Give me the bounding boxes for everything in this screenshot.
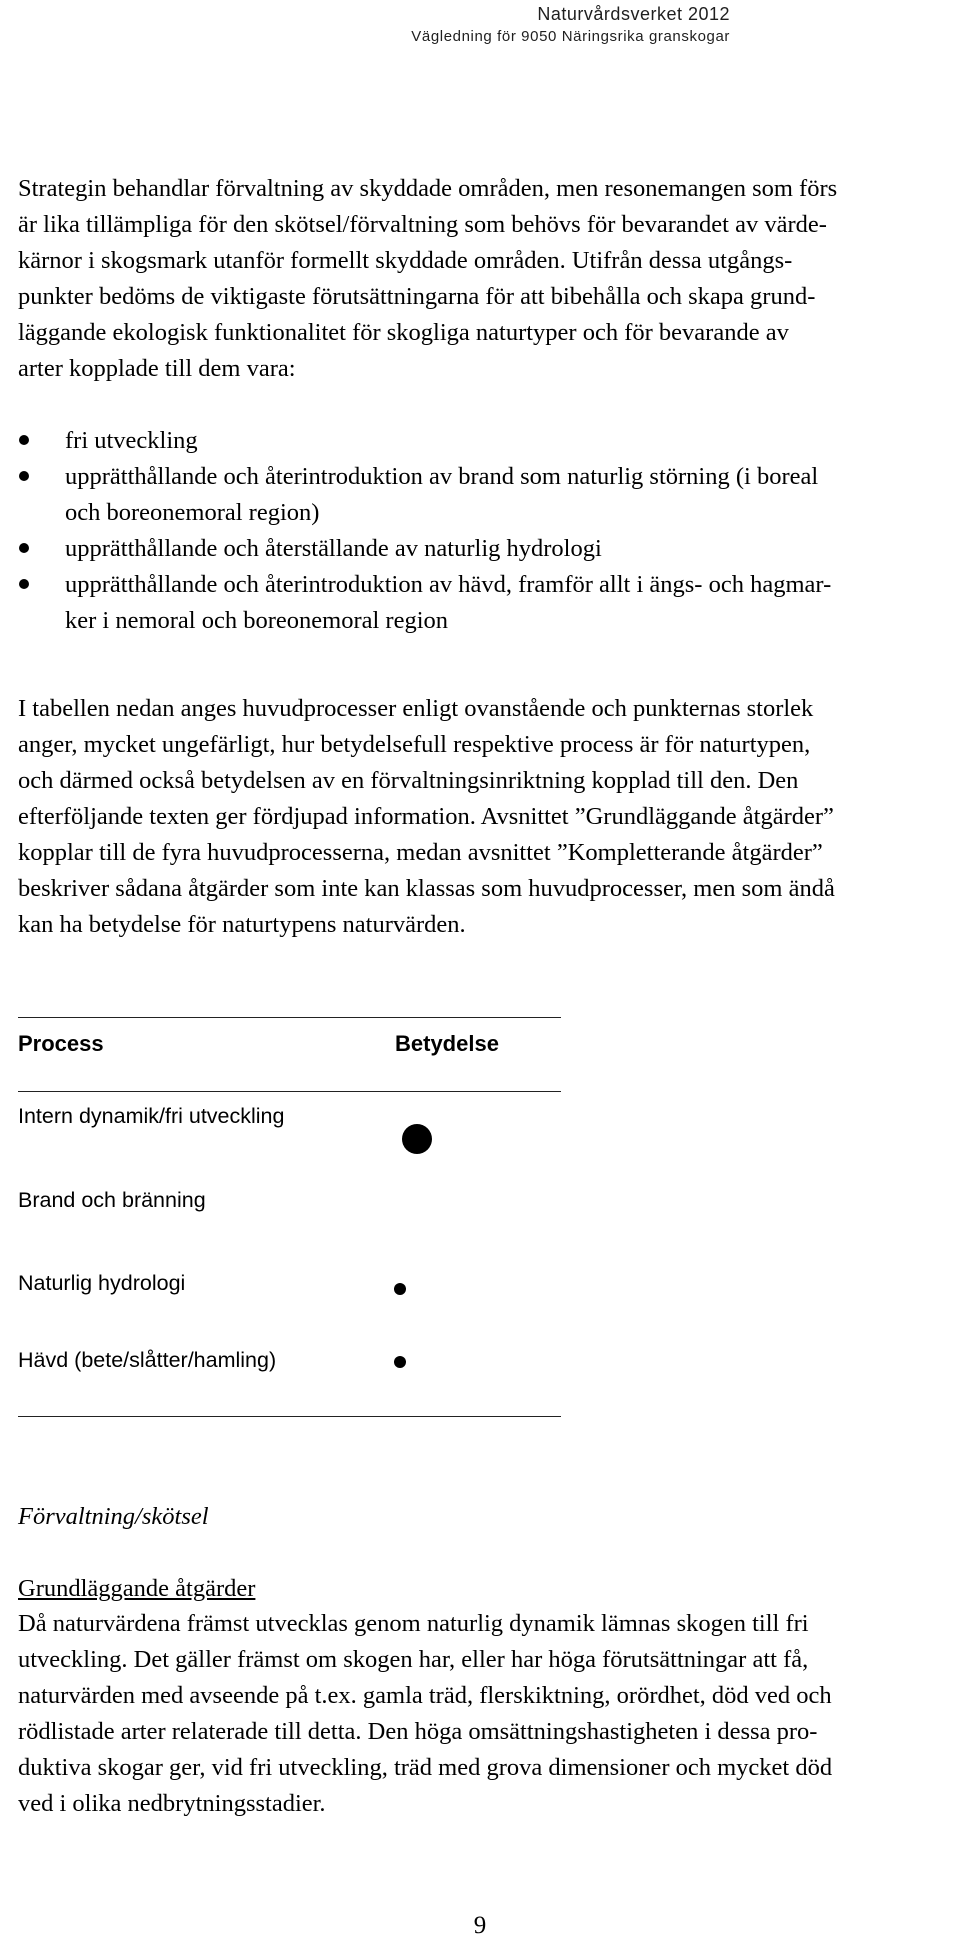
text-line: anger, mycket ungefärligt, hur betydelsefull respektive process är för naturtypen, — [18, 731, 811, 758]
list-item — [18, 459, 958, 531]
text-line: rödlistade arter relaterade till detta. Den höga omsättningshastigheten i dessa pro- — [18, 1718, 818, 1745]
text-line: Då naturvärdena främst utvecklas genom naturlig dynamik lämnas skogen till fri — [18, 1610, 809, 1637]
text-line: naturvärden med avseende på t.ex. gamla träd, flerskiktning, orördhet, död ved och — [18, 1682, 832, 1709]
list-item — [18, 567, 958, 639]
text-line: upprätthållande och återställande av naturlig hydrologi — [65, 535, 602, 562]
running-header — [411, 2, 730, 48]
text-line: punkter bedöms de viktigaste förutsättningarna för att bibehålla och skapa grund- — [18, 283, 816, 310]
header-publisher: Naturvårdsverket 2012 — [537, 4, 730, 24]
text-line: arter kopplade till dem vara: — [18, 355, 296, 382]
table-row-process: Hävd (bete/slåtter/hamling) — [18, 1348, 277, 1372]
section-paragraph — [18, 1606, 958, 1822]
text-line: och boreonemoral region) — [65, 499, 320, 526]
subsection-heading: Grundläggande åtgärder — [18, 1575, 256, 1602]
text-line: kärnor i skogsmark utanför formellt skyddade områden. Utifrån dessa utgångs- — [18, 247, 793, 274]
table-row-process: Naturlig hydrologi — [18, 1271, 186, 1295]
table-row-process: Intern dynamik/fri utveckling — [18, 1104, 285, 1128]
significance-small-dot-icon — [394, 1356, 406, 1368]
list-item — [18, 531, 958, 567]
text-line: är lika tillämpliga för den skötsel/förvaltning som behövs för bevarandet av värde- — [18, 211, 827, 238]
table-header-rule — [18, 1091, 561, 1092]
process-bullet-list — [18, 423, 958, 639]
significance-small-dot-icon — [394, 1283, 406, 1295]
text-line: kan ha betydelse för naturtypens naturvärden. — [18, 911, 466, 938]
text-line: läggande ekologisk funktionalitet för skogliga naturtyper och för bevarande av — [18, 319, 789, 346]
text-line: upprätthållande och återintroduktion av brand som naturlig störning (i boreal — [65, 463, 819, 490]
text-line: utveckling. Det gäller främst om skogen har, eller har höga förutsättningar att få, — [18, 1646, 809, 1673]
table-top-rule — [18, 1017, 561, 1018]
list-item — [18, 423, 958, 459]
bullet-icon — [19, 543, 29, 553]
text-line: Strategin behandlar förvaltning av skyddade områden, men resonemangen som förs — [18, 175, 838, 202]
text-line: ved i olika nedbrytningsstadier. — [18, 1790, 326, 1817]
text-line: kopplar till de fyra huvudprocesserna, medan avsnittet ”Kompletterande åtgärder” — [18, 839, 823, 866]
section-heading: Förvaltning/skötsel — [18, 1503, 209, 1530]
explanation-paragraph — [18, 691, 958, 943]
table-row-process: Brand och bränning — [18, 1188, 206, 1212]
bullet-icon — [19, 579, 29, 589]
bullet-icon — [19, 471, 29, 481]
text-line: ker i nemoral och boreonemoral region — [65, 607, 449, 634]
page-number: 9 — [473, 1912, 487, 1939]
text-line: fri utveckling — [65, 427, 198, 454]
significance-large-dot-icon — [402, 1124, 432, 1154]
intro-paragraph — [18, 171, 958, 387]
column-header-significance: Betydelse — [395, 1031, 499, 1056]
text-line: beskriver sådana åtgärder som inte kan klassas som huvudprocesser, men som ändå — [18, 875, 835, 902]
text-line: duktiva skogar ger, vid fri utveckling, träd med grova dimensioner och mycket död — [18, 1754, 833, 1781]
text-line: efterföljande texten ger fördjupad information. Avsnittet ”Grundläggande åtgärder” — [18, 803, 834, 830]
text-line: och därmed också betydelsen av en förvaltningsinriktning kopplad till den. Den — [18, 767, 799, 794]
bullet-icon — [19, 435, 29, 445]
header-guide-title: Vägledning för 9050 Näringsrika granskogar — [411, 28, 730, 45]
text-line: I tabellen nedan anges huvudprocesser enligt ovanstående och punkternas storlek — [18, 695, 814, 722]
column-header-process: Process — [18, 1031, 104, 1056]
text-line: upprätthållande och återintroduktion av hävd, framför allt i ängs- och hagmar- — [65, 571, 832, 598]
table-bottom-rule — [18, 1416, 561, 1417]
